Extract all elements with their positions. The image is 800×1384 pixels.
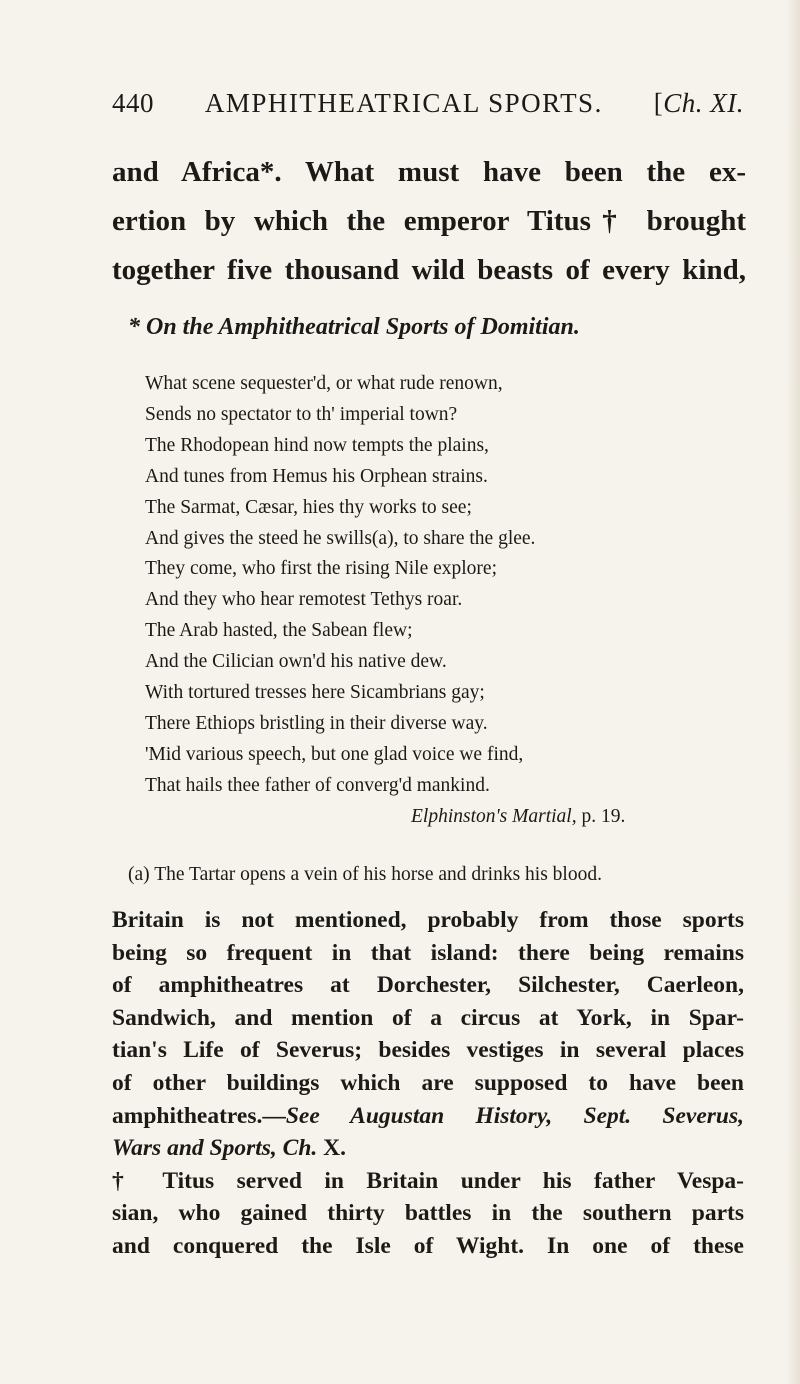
poem-line: They come, who first the rising Nile explore; xyxy=(145,558,497,580)
chapter-reference xyxy=(654,88,744,119)
poem-line: 'Mid various speech, but one glad voice we find, xyxy=(145,743,524,765)
footnote-line: of amphitheatres at Dorchester, Silchester, Caerleon, xyxy=(112,972,744,999)
poem-line: There Ethiops bristling in their diverse way. xyxy=(145,712,488,734)
footnote-line: tian's Life of Severus; besides vestiges in several places xyxy=(112,1037,744,1064)
poem xyxy=(145,369,745,833)
poem-line: And tunes from Hemus his Orphean strains. xyxy=(145,465,488,487)
footnote-heading: * On the Amphitheatrical Sports of Domitian. xyxy=(128,314,580,340)
note-a-label: (a) xyxy=(128,864,150,885)
poem-line: And gives the steed he swills(a), to share the glee. xyxy=(145,527,536,549)
footnote-body xyxy=(112,904,744,1263)
attribution-source: Elphinston's Martial, xyxy=(411,805,577,827)
footnote-line: Sandwich, and mention of a circus at York, in Spar- xyxy=(112,1004,744,1031)
main-text-line: ertion by which the emperor Titus† brought xyxy=(112,205,746,237)
note-a xyxy=(128,864,748,886)
poem-line: And the Cilician own'd his native dew. xyxy=(145,651,447,673)
titus-line: sian, who gained thirty battles in the southern parts xyxy=(112,1200,744,1227)
chapter-ref-text: Ch. XI. xyxy=(663,88,744,118)
ref-italic-1: See Augustan History, Sept. Severus, xyxy=(285,1102,744,1129)
ref-tail: X. xyxy=(323,1135,347,1162)
main-text-line: together five thousand wild beasts of every kind, xyxy=(112,254,746,286)
note-a-text: The Tartar opens a vein of his horse and drinks his blood. xyxy=(154,864,602,885)
poem-line: Sends no spectator to th' imperial town? xyxy=(145,403,458,425)
ref-prefix: amphitheatres.— xyxy=(112,1102,286,1129)
poem-line: That hails thee father of converg'd mankind. xyxy=(145,774,490,796)
attribution-page: p. 19. xyxy=(581,805,626,827)
footnote-line: Britain is not mentioned, probably from those sports xyxy=(112,907,744,933)
page-edge xyxy=(786,0,800,1384)
footnote-line: of other buildings which are supposed to have been xyxy=(112,1069,744,1096)
poem-attribution xyxy=(145,802,745,833)
poem-line: What scene sequester'd, or what rude renown, xyxy=(145,373,503,394)
footnote-line: being so frequent in that island: there being remains xyxy=(112,939,744,966)
titus-line: and conquered the Isle of Wight. In one of these xyxy=(112,1232,744,1259)
poem-line: The Arab hasted, the Sabean flew; xyxy=(145,620,413,642)
main-text-line: and Africa*. What must have been the ex- xyxy=(112,156,746,188)
poem-line: The Rhodopean hind now tempts the plains, xyxy=(145,434,489,456)
footnote-reference-line xyxy=(112,1100,744,1133)
poem-line: The Sarmat, Cæsar, hies thy works to see; xyxy=(145,496,472,518)
footnote-reference-line-2 xyxy=(112,1132,744,1165)
chapter-bracket: [ xyxy=(653,88,664,118)
titus-line: † Titus served in Britain under his father Vespa- xyxy=(112,1167,744,1194)
poem-line: With tortured tresses here Sicambrians gay; xyxy=(145,682,485,704)
poem-line: And they who hear remotest Tethys roar. xyxy=(145,589,463,611)
running-title: AMPHITHEATRICAL SPORTS. xyxy=(204,88,603,118)
ref-italic-2: Wars and Sports, Ch. xyxy=(112,1135,318,1162)
main-text xyxy=(112,148,746,295)
running-header xyxy=(112,88,744,119)
page-number: 440 xyxy=(112,88,154,118)
